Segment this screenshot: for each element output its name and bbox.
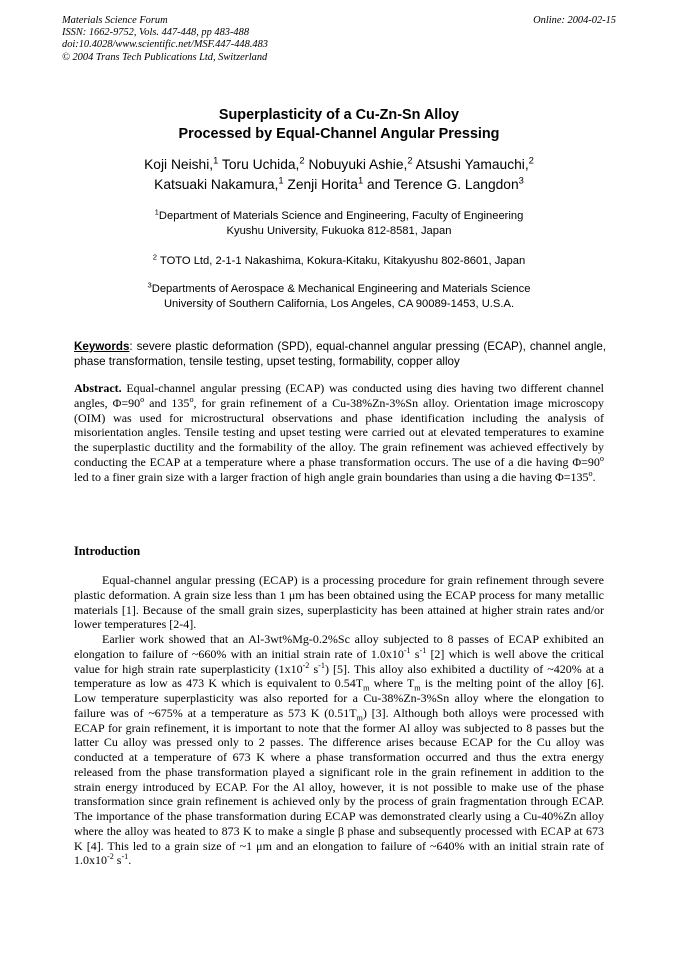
author-name: Atsushi Yamauchi,: [412, 157, 529, 172]
paper-title: [62, 106, 616, 144]
journal-name: Materials Science Forum: [62, 15, 168, 26]
body-text: .: [128, 853, 132, 868]
title-line-1: Superplasticity of a Cu-Zn-Sn Alloy: [218, 107, 460, 123]
body-text: ) [5]. This alloy also exhibited a ductility of ~420% at a temperature as low as 473 K which is equivalent to 0.54T: [74, 661, 604, 691]
author-name: Koji Neishi,: [144, 157, 214, 172]
issn-line: ISSN: 1662-9752, Vols. 447-448, pp 483-488: [62, 27, 250, 39]
title-line-2: Processed by Equal-Channel Angular Pressing: [178, 126, 500, 142]
affiliation-1-line-2: Kyushu University, Fukuoka 812-8581, Japan: [226, 225, 452, 237]
author-name: Zenji Horita: [283, 177, 358, 192]
abstract-text: .: [592, 469, 596, 484]
subscript: m: [414, 683, 421, 693]
degree-mark: o: [140, 394, 145, 404]
author-name: Nobuyuki Ashie,: [304, 157, 408, 172]
degree-mark: o: [189, 394, 194, 404]
affiliation-3: [62, 282, 616, 312]
journal-header: [62, 15, 268, 64]
exponent: -1: [419, 645, 427, 655]
author-affiliation-mark: 2: [407, 155, 413, 166]
abstract-text: , for grain refinement of a Cu-38%Zn-3%Sn alloy. Orientation image microscopy (OIM) was used for microstructural observations and phase identification including the analysis of misorientation angles. Tensile testing and upset testing were carried out at elevated temperatures to examine the superplastic ductility and the formability of the alloy. The grain refinement was achieved effectively by conducting the ECAP at a temperature where a phase transformation occurs. The use of a die having Φ=90: [74, 395, 605, 469]
exponent: -1: [121, 852, 129, 862]
copyright-line: © 2004 Trans Tech Publications Ltd, Switzerland: [62, 51, 268, 63]
affiliation-text: Department of Materials Science and Engineering, Faculty of Engineering: [158, 210, 524, 222]
degree-mark: o: [599, 453, 604, 463]
body-text: is the melting point of the alloy [6]. Low temperature superplasticity was also reported for a Cu-38%Zn-3%Sn alloy where the elongation to failure was of ~675% at a temperature as 573 K (0.51T: [74, 676, 604, 720]
exponent: -2: [107, 852, 114, 862]
author-line-1: [62, 155, 616, 175]
body-text: s: [113, 853, 122, 868]
affiliation-mark: 1: [154, 207, 159, 217]
affiliation-3-line-1: [62, 282, 616, 297]
author-line-2: [62, 175, 616, 195]
subscript: m: [363, 683, 370, 693]
affiliation-text: Departments of Aerospace & Mechanical Engineering and Materials Science: [151, 283, 531, 295]
online-date-text: Online: 2004-02-15: [533, 15, 616, 26]
body-paragraph-2: [74, 632, 604, 868]
abstract-text: Equal-channel angular pressing (ECAP) was conducted using dies having two different channel angles, Φ=90: [74, 381, 604, 410]
affiliation-1-line-1: [62, 209, 616, 224]
body-text: where T: [369, 676, 415, 691]
affiliation-2: [62, 254, 616, 269]
abstract-text: led to a finer grain size with a larger fraction of high angle grain boundaries than using a die having Φ=135: [74, 469, 589, 484]
author-affiliation-mark: 2: [299, 155, 305, 166]
keywords-label: Keywords: [74, 340, 130, 353]
affiliation-3-line-2: University of Southern California, Los Angeles, CA 90089-1453, U.S.A.: [163, 298, 515, 310]
affiliation-text: TOTO Ltd, 2-1-1 Nakashima, Kokura-Kitaku, Kitakyushu 802-8601, Japan: [157, 255, 526, 267]
author-name: Katsuaki Nakamura,: [154, 177, 279, 192]
author-affiliation-mark: 1: [357, 175, 364, 186]
author-name: Toru Uchida,: [218, 157, 300, 172]
exponent: -1: [318, 660, 325, 670]
affiliation-2-line-1: [62, 254, 616, 269]
author-affiliation-mark: 1: [213, 155, 219, 166]
author-list: [62, 155, 616, 195]
doi-line[interactable]: doi:10.4028/www.scientific.net/MSF.447-448.483: [62, 39, 268, 51]
body-text: s: [309, 661, 319, 676]
abstract-paragraph: [74, 381, 604, 484]
online-date: [533, 15, 616, 27]
exponent: -2: [302, 660, 310, 670]
author-affiliation-mark: 1: [278, 175, 284, 186]
body-text: s: [410, 646, 420, 661]
body-paragraph-1: Equal-channel angular pressing (ECAP) is a processing procedure for grain refinement through severe plastic deformation. A grain size less than 1 μm has been obtained using the ECAP process for many metallic materials [1]. Because of the small grain sizes, superplasticity has been attained at higher strain rates and/or lower temperatures [2-4].: [74, 573, 604, 632]
keywords-text: : severe plastic deformation (SPD), equal-channel angular pressing (ECAP), channel angle, phase transformation, tensile testing, upset testing, formability, copper alloy: [74, 340, 606, 369]
body-text: [2] which is well above the critical value for high strain rate superplasticity (1x10: [74, 646, 605, 676]
exponent: -1: [403, 645, 411, 655]
subscript: m: [356, 713, 363, 723]
author-affiliation-mark: 2: [528, 155, 534, 166]
author-name: and Terence G. Langdon: [363, 177, 519, 192]
introduction-body: [74, 573, 604, 868]
abstract-label: Abstract.: [74, 381, 122, 395]
affiliation-mark: 2: [152, 252, 158, 262]
abstract-text: and 135: [144, 395, 190, 410]
introduction-heading: Introduction: [74, 544, 141, 558]
keywords-block: [74, 339, 606, 370]
body-text: Earlier work showed that an Al-3wt%Mg-0.2%Sc alloy subjected to 8 passes of ECAP exhibited an elongation to failure of ~660% with an initial strain rate of 1.0x10: [74, 632, 604, 661]
author-affiliation-mark: 3: [518, 175, 524, 186]
affiliation-1: [62, 209, 616, 239]
body-text: ) [3]. Although both alloys were processed with ECAP for grain refinement, it is important to note that the former Al alloy was subjected to 8 passes but the latter Cu alloy was pressed only to 2 passes. The difference arises because ECAP for the Cu alloy was conducted at a temperature of 673 K where a phase transformation occurred and thus the extra energy released from the phase transformation played a significant role in the grain refinement in addition to the strain energy introduced by ECAP. For the Al alloy, however, it is not possible to make use of the phase transformation since grain refinement is achieved only by the process of grain fragmentation through ECAP. The importance of the phase transformation during ECAP was demonstrated clearly using a Cu-40%Zn alloy where the alloy was heated to 873 K to make a single β phase and subsequently processed with ECAP at 673 K [4]. This led to a grain size of ~1 μm and an elongation to failure of ~640% with an initial strain rate of 1.0x10: [74, 705, 604, 868]
affiliation-mark: 3: [147, 280, 152, 290]
degree-mark: o: [588, 468, 593, 478]
